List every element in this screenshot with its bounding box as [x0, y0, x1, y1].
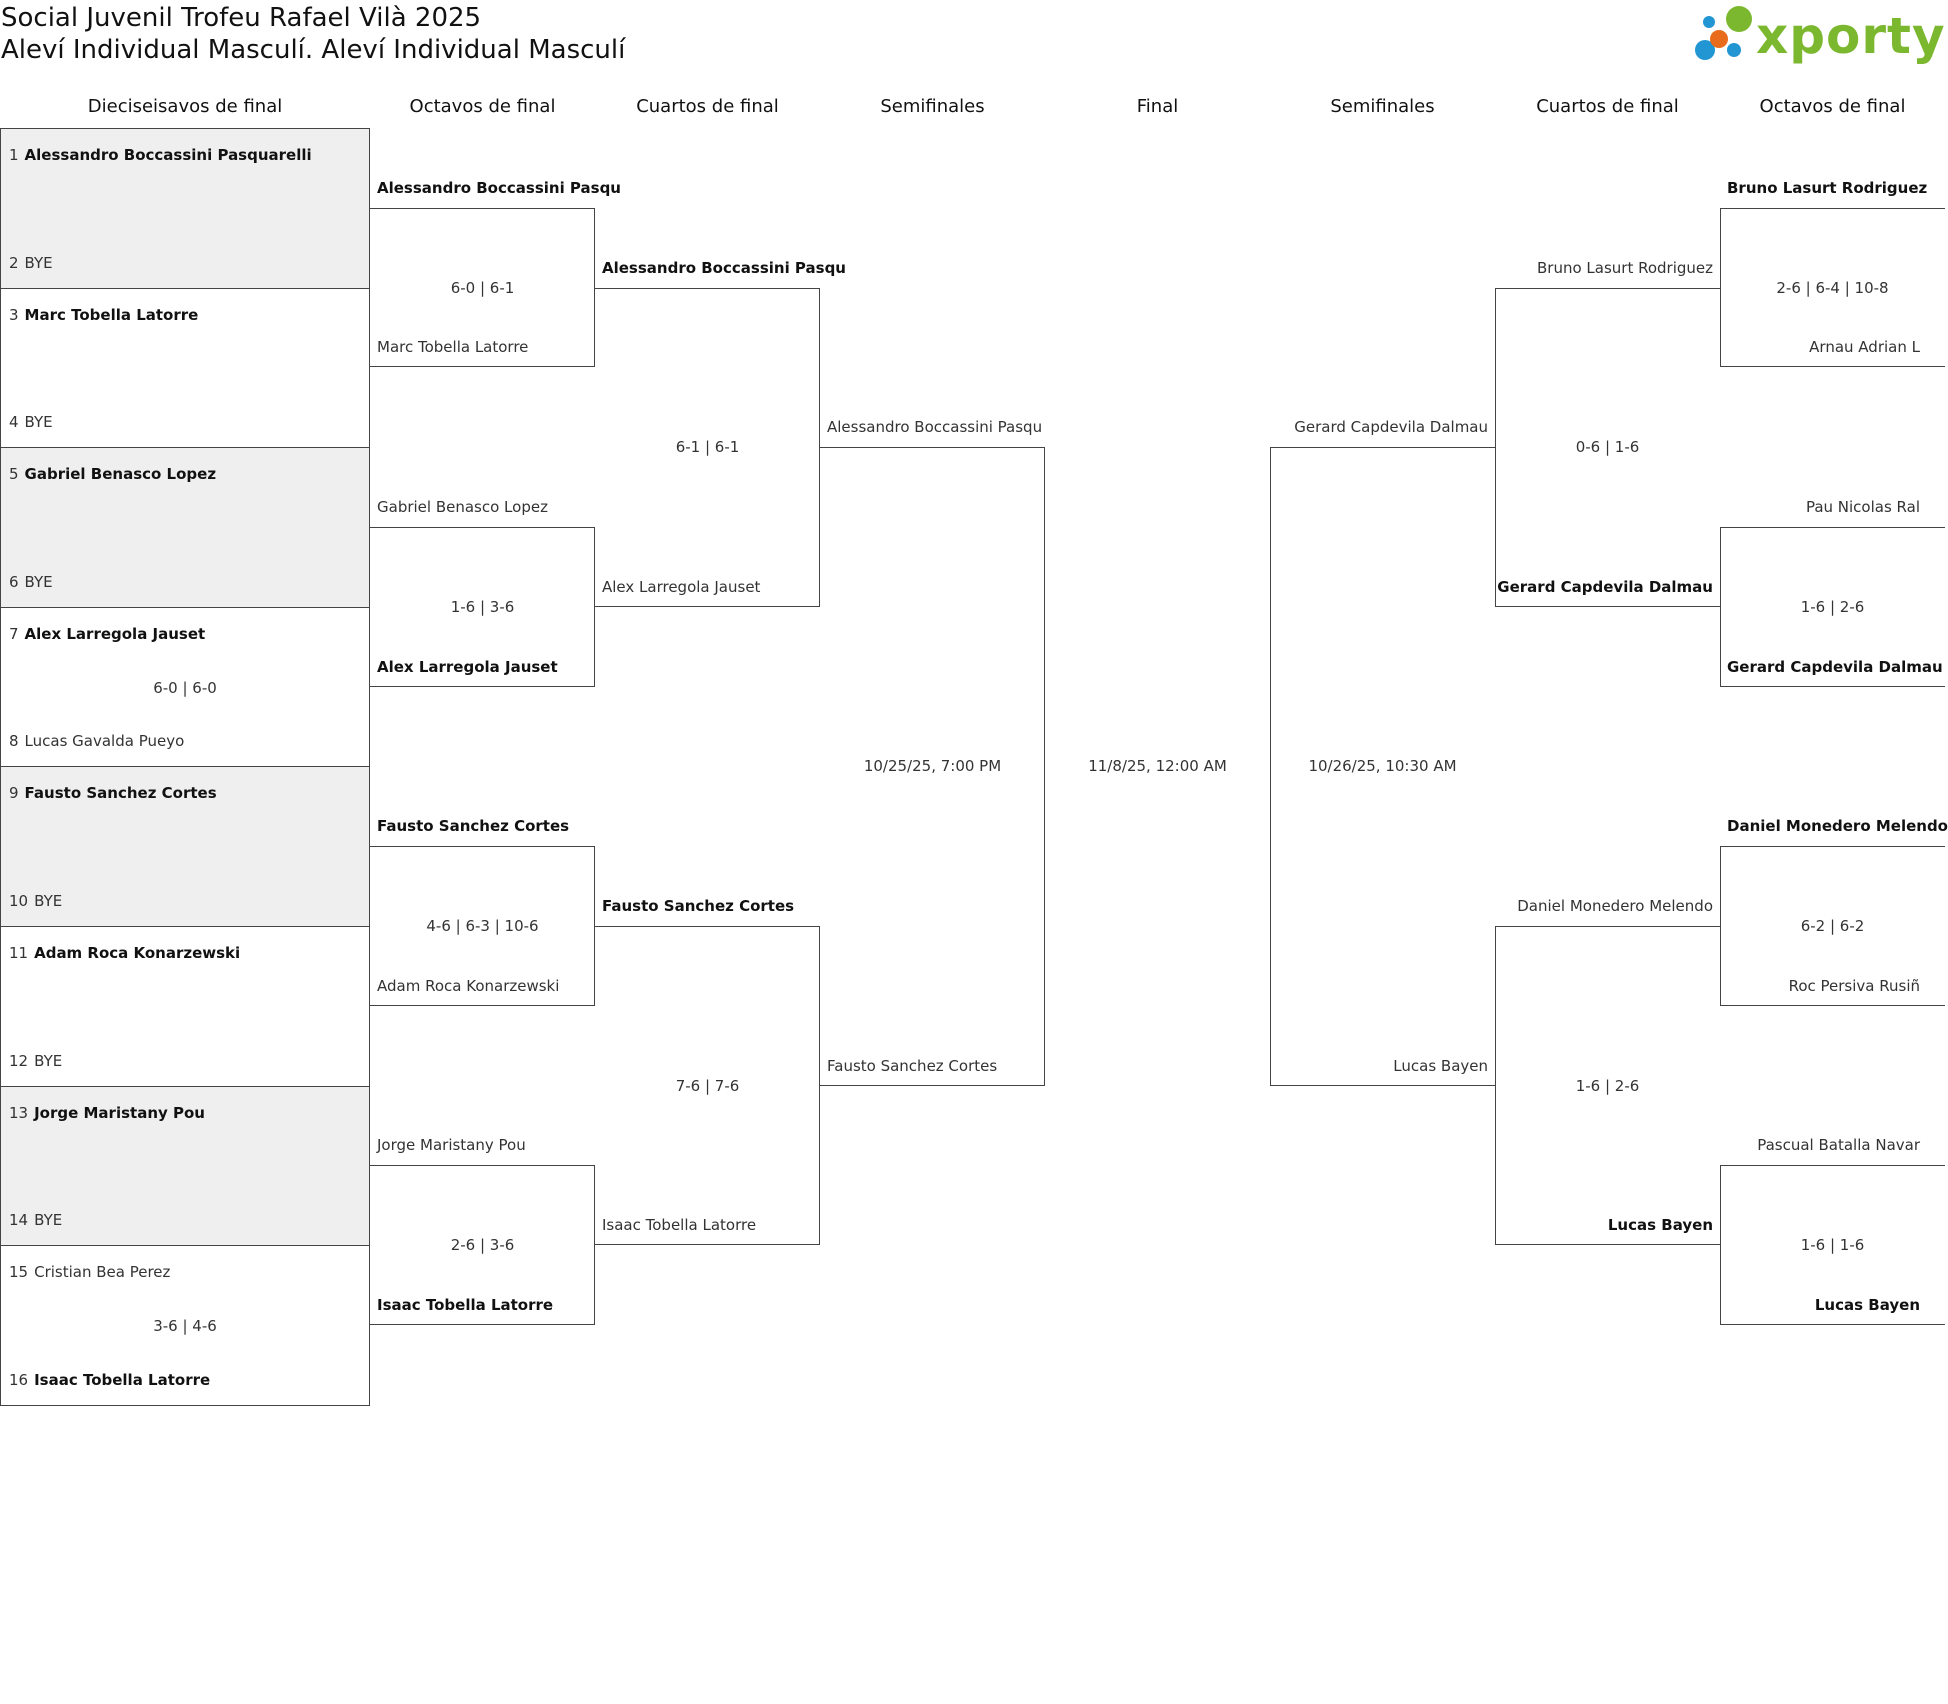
- match-score: 6-1 | 6-1: [675, 438, 740, 457]
- player-entry[interactable]: [9, 624, 205, 644]
- match-slot[interactable]: [0, 926, 370, 1087]
- player-name[interactable]: Isaac Tobella Latorre: [377, 1296, 554, 1314]
- xporty-logo[interactable]: [1688, 2, 1946, 72]
- player-name[interactable]: Fausto Sanchez Cortes: [377, 817, 570, 836]
- player-name: Lucas Gavalda Pueyo: [24, 732, 185, 751]
- player-name: Gabriel Benasco Lopez: [24, 465, 217, 484]
- player-entry[interactable]: [9, 145, 312, 165]
- player-entry[interactable]: [9, 464, 216, 484]
- player-name: BYE: [34, 1051, 63, 1070]
- seed-number: 4: [9, 413, 19, 432]
- player-name[interactable]: Gabriel Benasco Lopez: [377, 498, 548, 516]
- match-slot[interactable]: [0, 607, 370, 768]
- player-name[interactable]: Lucas Bayen: [1814, 1296, 1920, 1314]
- player-name[interactable]: Marc Tobella Latorre: [377, 338, 529, 357]
- player-entry[interactable]: [9, 412, 53, 432]
- player-name[interactable]: Daniel Monedero Melendo: [1727, 817, 1948, 836]
- match-score: 1-6 | 2-6: [1800, 597, 1865, 616]
- player-name[interactable]: Alessandro Boccassini Pasqu: [602, 258, 846, 277]
- match-score: 10/25/25, 7:00 PM: [863, 757, 1002, 776]
- player-name[interactable]: Lucas Bayen: [1607, 1216, 1713, 1235]
- match-slot[interactable]: [0, 447, 370, 608]
- player-entry[interactable]: [9, 305, 198, 325]
- player-name[interactable]: Alex Larregola Jauset: [602, 577, 761, 596]
- round-header: Final: [1136, 96, 1179, 117]
- seed-number: 8: [9, 732, 19, 751]
- player-entry[interactable]: [9, 1103, 205, 1123]
- player-name[interactable]: Alex Larregola Jauset: [377, 657, 558, 676]
- seed-number: 5: [9, 465, 19, 484]
- player-name[interactable]: Pau Nicolas Ral: [1805, 498, 1920, 516]
- seed-number: 7: [9, 624, 19, 643]
- match-score: 2-6 | 6-4 | 10-8: [1776, 278, 1889, 297]
- player-name[interactable]: Jorge Maristany Pou: [377, 1136, 526, 1155]
- match-slot[interactable]: [0, 1086, 370, 1247]
- seed-number: 3: [9, 305, 19, 324]
- seed-number: 14: [9, 1211, 29, 1230]
- seed-number: 1: [9, 146, 19, 164]
- match-score: 1-6 | 3-6: [450, 597, 515, 616]
- player-entry[interactable]: [9, 783, 217, 803]
- match-slot[interactable]: [0, 1245, 370, 1406]
- seed-number: 16: [9, 1370, 29, 1389]
- player-entry[interactable]: [9, 1370, 210, 1390]
- player-name[interactable]: Roc Persiva Rusiñ: [1788, 976, 1920, 995]
- match-score: 6-0 | 6-0: [153, 678, 217, 697]
- player-name: BYE: [34, 891, 63, 910]
- match-score: 1-6 | 2-6: [1575, 1076, 1640, 1095]
- player-name: Alessandro Boccassini Pasquarelli: [24, 146, 312, 164]
- match-slot[interactable]: [0, 766, 370, 927]
- player-name[interactable]: Alessandro Boccassini Pasqu: [827, 418, 1043, 437]
- player-name: Alex Larregola Jauset: [24, 624, 206, 643]
- player-name: Marc Tobella Latorre: [24, 305, 199, 324]
- player-name: BYE: [24, 413, 53, 432]
- match-score: 3-6 | 4-6: [153, 1316, 217, 1335]
- match-score: 6-0 | 6-1: [450, 278, 515, 297]
- player-name[interactable]: Gerard Capdevila Dalmau: [1294, 418, 1488, 437]
- seed-number: 11: [9, 944, 29, 962]
- player-name[interactable]: Adam Roca Konarzewski: [377, 976, 560, 995]
- player-name: BYE: [24, 572, 53, 591]
- player-entry[interactable]: [9, 891, 62, 911]
- logo-dot: [1726, 6, 1752, 32]
- player-entry[interactable]: [9, 572, 53, 592]
- seed-number: 13: [9, 1103, 29, 1122]
- logo-dot: [1703, 16, 1715, 28]
- player-name: BYE: [24, 253, 53, 272]
- final-score: 11/8/25, 12:00 AM: [1088, 757, 1227, 776]
- player-name[interactable]: Pascual Batalla Navar: [1757, 1136, 1920, 1155]
- round-header: Cuartos de final: [1536, 96, 1679, 117]
- player-name: Cristian Bea Perez: [34, 1263, 171, 1282]
- match-slot[interactable]: [0, 288, 370, 449]
- player-name[interactable]: Gerard Capdevila Dalmau: [1497, 577, 1713, 596]
- match-score: 7-6 | 7-6: [675, 1076, 740, 1095]
- match-score: 1-6 | 1-6: [1800, 1236, 1865, 1255]
- seed-number: 2: [9, 253, 19, 272]
- match-score: 4-6 | 6-3 | 10-6: [426, 917, 539, 935]
- player-name: BYE: [34, 1211, 63, 1230]
- logo-dot: [1710, 30, 1728, 48]
- player-entry[interactable]: [9, 943, 240, 963]
- round-header: Semifinales: [1330, 96, 1435, 117]
- player-name: Jorge Maristany Pou: [34, 1103, 205, 1122]
- match-score: 10/26/25, 10:30 AM: [1308, 757, 1457, 776]
- player-name[interactable]: Gerard Capdevila Dalmau: [1727, 657, 1943, 676]
- match-score: 0-6 | 1-6: [1575, 438, 1640, 457]
- page-title: Social Juvenil Trofeu Rafael Vilà 2025: [1, 3, 482, 33]
- logo-wordmark: xporty: [1756, 7, 1946, 65]
- player-name[interactable]: Arnau Adrian L: [1809, 338, 1920, 357]
- page-subtitle: Aleví Individual Masculí. Aleví Individual Masculí: [1, 35, 626, 65]
- round-header: Dieciseisavos de final: [87, 96, 283, 117]
- player-name[interactable]: Bruno Lasurt Rodriguez: [1727, 178, 1928, 197]
- seed-number: 15: [9, 1263, 29, 1282]
- seed-number: 6: [9, 572, 19, 591]
- player-name[interactable]: Alessandro Boccassini Pasqu: [377, 178, 621, 197]
- seed-number: 10: [9, 891, 29, 910]
- round-header: Semifinales: [880, 96, 985, 117]
- match-score: 6-2 | 6-2: [1800, 917, 1865, 935]
- player-entry[interactable]: [9, 731, 184, 751]
- round-header: Octavos de final: [409, 96, 556, 117]
- round-header: Octavos de final: [1759, 96, 1906, 117]
- match-score: 2-6 | 3-6: [450, 1236, 515, 1255]
- player-entry[interactable]: [9, 253, 53, 273]
- seed-number: 12: [9, 1051, 29, 1070]
- player-name[interactable]: Fausto Sanchez Cortes: [827, 1056, 998, 1075]
- match-slot[interactable]: [0, 128, 370, 289]
- player-entry[interactable]: [9, 1051, 62, 1071]
- player-name[interactable]: Lucas Bayen: [1393, 1056, 1488, 1075]
- seed-number: 9: [9, 784, 19, 803]
- player-name[interactable]: Bruno Lasurt Rodriguez: [1536, 258, 1713, 277]
- round-header: Cuartos de final: [636, 96, 779, 117]
- player-name: Fausto Sanchez Cortes: [24, 784, 217, 803]
- player-entry[interactable]: [9, 1210, 62, 1230]
- player-name: Isaac Tobella Latorre: [34, 1370, 211, 1389]
- player-name: Adam Roca Konarzewski: [34, 944, 241, 962]
- player-name[interactable]: Fausto Sanchez Cortes: [602, 897, 795, 915]
- player-name[interactable]: Daniel Monedero Melendo: [1517, 897, 1713, 915]
- player-entry[interactable]: [9, 1262, 170, 1282]
- logo-dot: [1727, 43, 1741, 57]
- player-name[interactable]: Isaac Tobella Latorre: [602, 1216, 757, 1235]
